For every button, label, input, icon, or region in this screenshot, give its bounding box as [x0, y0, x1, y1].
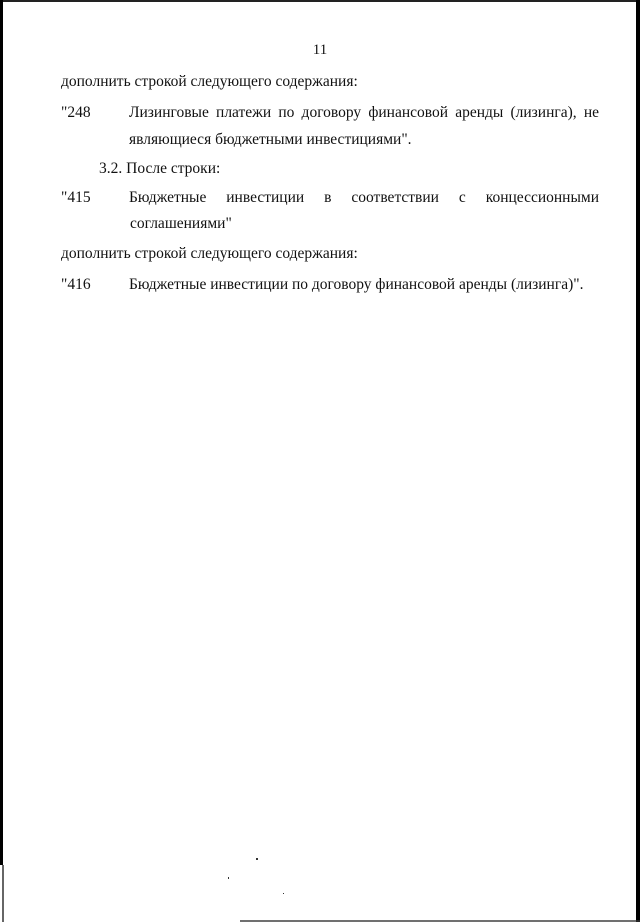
intro-paragraph-1: дополнить строкой следующего содержания: — [61, 73, 358, 90]
entry-415-line-1: Бюджетные инвестиции в соответствии с концессионными — [129, 189, 599, 206]
code-248: "248 — [61, 104, 91, 121]
scan-speck — [228, 877, 229, 879]
scan-border-right — [636, 0, 640, 922]
section-3-2-heading: 3.2. После строки: — [99, 160, 221, 177]
scan-speck — [256, 858, 258, 860]
entry-416-line-1: Бюджетные инвестиции по договору финансовой аренды (лизинга)". — [129, 276, 584, 293]
entry-415-line-2: соглашениями" — [130, 215, 232, 232]
scan-speck — [283, 893, 284, 894]
entry-248-line-1: Лизинговые платежи по договору финансовой аренды (лизинга), не — [129, 104, 599, 121]
code-416: "416 — [61, 276, 91, 293]
entry-248-line-2: являющиеся бюджетными инвестициями". — [129, 131, 412, 148]
code-415: "415 — [61, 189, 91, 206]
scan-border-left — [0, 0, 3, 865]
scan-border-left-lower — [2, 865, 4, 922]
page-number: 11 — [312, 42, 328, 58]
intro-paragraph-2: дополнить строкой следующего содержания: — [61, 245, 358, 262]
scan-border-top — [0, 0, 640, 2]
